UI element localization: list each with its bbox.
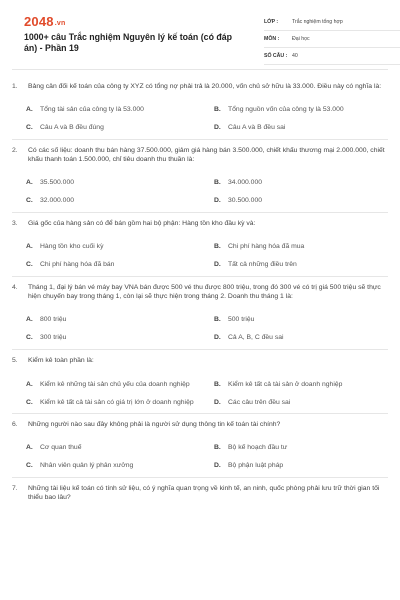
question-list [12, 76, 388, 508]
question-7 [12, 478, 388, 508]
option-text: Hàng tồn kho cuối kỳ [40, 243, 104, 250]
option-letter: A. [26, 243, 33, 250]
question-text: Bảng cân đối kế toán của công ty XYZ có tổng nợ phải trả là 20.000, vốn chủ sở hữu là 33.000. Điều này có nghĩa là: [28, 83, 382, 90]
meta-table [264, 14, 400, 65]
option-d[interactable] [214, 333, 388, 343]
option-letter: D. [214, 197, 221, 204]
option-text: 34.000.000 [228, 179, 263, 186]
option-text: 32.000.000 [40, 197, 75, 204]
option-letter: B. [214, 316, 221, 323]
question-6 [12, 414, 388, 478]
question-number: 7. [12, 485, 18, 492]
option-d[interactable] [214, 397, 388, 407]
question-2 [12, 140, 388, 213]
option-letter: A. [26, 179, 33, 186]
meta-key: LỚP : [264, 19, 279, 25]
question-text: Những tài liệu kế toán có tính sử liệu, có ý nghĩa quan trọng về kinh tế, an ninh, quốc phòng phải lưu trữ thời gian tối thiểu bao lâu? [28, 485, 380, 501]
option-c[interactable] [26, 397, 200, 407]
option-d[interactable] [214, 196, 388, 206]
option-c[interactable] [26, 196, 200, 206]
option-text: Chi phí hàng hóa đã mua [228, 243, 305, 250]
meta-value: Trắc nghiệm tổng hợp [292, 19, 343, 25]
option-letter: A. [26, 380, 33, 388]
option-b[interactable] [214, 443, 388, 453]
option-letter: C. [26, 462, 33, 469]
option-letter: D. [214, 462, 221, 469]
option-letter: C. [26, 261, 33, 268]
option-text: 800 triệu [40, 316, 67, 323]
option-a[interactable] [26, 379, 200, 389]
meta-row-count [264, 48, 400, 65]
option-letter: D. [214, 261, 221, 268]
option-letter: C. [26, 197, 33, 204]
option-b[interactable] [214, 242, 388, 252]
option-text: Các câu trên đều sai [228, 398, 291, 406]
option-text: Tất cả những điều trên [228, 261, 297, 268]
option-d[interactable] [214, 461, 388, 471]
option-a[interactable] [26, 242, 200, 252]
meta-value: Đại học [292, 36, 310, 42]
question-number: 1. [12, 83, 18, 90]
meta-key: MÔN : [264, 36, 280, 42]
option-d[interactable] [214, 123, 388, 133]
option-text: Chi phí hàng hóa đã bán [40, 261, 115, 268]
option-letter: A. [26, 444, 33, 451]
question-text: Kiểm kê toàn phần là: [28, 357, 94, 364]
meta-key: SỐ CÂU : [264, 53, 288, 59]
question-text: Giá gốc của hàng sản có để bán gồm hai bộ phận: Hàng tồn kho đầu kỳ và: [28, 220, 256, 227]
option-letter: D. [214, 398, 221, 406]
option-text: Cả A, B, C đều sai [228, 334, 284, 341]
option-text: Câu A và B đều sai [228, 124, 286, 131]
option-text: Kiểm kê tất cả tài sản có giá trị lớn ở doanh nghiệp [40, 398, 194, 406]
option-b[interactable] [214, 379, 388, 389]
question-3 [12, 213, 388, 277]
meta-row-subject [264, 31, 400, 48]
option-text: Bộ phận luật pháp [228, 462, 284, 469]
question-number: 4. [12, 284, 18, 291]
option-c[interactable] [26, 461, 200, 471]
option-letter: D. [214, 124, 221, 131]
option-c[interactable] [26, 333, 200, 343]
question-1 [12, 76, 388, 140]
option-c[interactable] [26, 123, 200, 133]
option-c[interactable] [26, 260, 200, 270]
option-text: Cơ quan thuế [40, 444, 82, 451]
option-b[interactable] [214, 178, 388, 188]
options [12, 443, 388, 471]
option-text: Kiểm kê những tài sản chủ yếu của doanh nghiệp [40, 380, 190, 388]
option-b[interactable] [214, 315, 388, 325]
options [12, 105, 388, 133]
option-letter: B. [214, 106, 221, 113]
question-number: 3. [12, 220, 18, 227]
option-letter: C. [26, 398, 33, 406]
site-logo[interactable] [24, 14, 65, 29]
logo-domain: .vn [54, 20, 66, 27]
option-d[interactable] [214, 260, 388, 270]
question-number: 6. [12, 421, 18, 428]
header [12, 0, 388, 70]
options [12, 315, 388, 343]
option-letter: A. [26, 316, 33, 323]
option-b[interactable] [214, 105, 388, 115]
options [12, 178, 388, 206]
option-letter: B. [214, 444, 221, 451]
option-letter: C. [26, 334, 33, 341]
option-letter: B. [214, 243, 221, 250]
option-text: 300 triệu [40, 334, 67, 341]
question-4 [12, 277, 388, 350]
option-letter: B. [214, 380, 221, 388]
option-letter: D. [214, 334, 221, 341]
option-text: 35.500.000 [40, 179, 75, 186]
option-letter: C. [26, 124, 33, 131]
option-text: 500 triệu [228, 316, 255, 323]
option-text: Tổng tài sản của công ty là 53.000 [40, 106, 144, 113]
options [12, 242, 388, 270]
option-a[interactable] [26, 315, 200, 325]
option-text: Nhân viên quản lý phân xưởng [40, 462, 134, 469]
option-text: Bộ kế hoạch đầu tư [228, 444, 288, 451]
question-text: Những người nào sau đây không phải là người sử dụng thông tin kế toán tài chính? [28, 421, 281, 428]
option-letter: B. [214, 179, 221, 186]
question-number: 2. [12, 147, 18, 154]
option-a[interactable] [26, 105, 200, 115]
question-5 [12, 350, 388, 414]
option-text: Kiểm kê tất cả tài sản ở doanh nghiệp [228, 380, 343, 388]
option-text: Tổng nguồn vốn của công ty là 53.000 [228, 106, 344, 113]
meta-row-class [264, 14, 400, 31]
logo-number: 2048 [24, 14, 54, 29]
option-text: 30.500.000 [228, 197, 263, 204]
meta-value: 40 [292, 53, 298, 59]
option-a[interactable] [26, 443, 200, 453]
option-letter: A. [26, 106, 33, 113]
question-text: Tháng 1, đại lý bán vé máy bay VNA bán được 500 vé thu được 800 triệu, trong đó 300 vé có trị giá 500 triệu sẽ thực hiện chuyến bay trong tháng 1, còn lại sẽ thực hiện trong tháng 2. Doanh thu tháng 1 là: [28, 284, 381, 300]
option-a[interactable] [26, 178, 200, 188]
options [12, 379, 388, 407]
question-text: Có các số liệu: doanh thu bán hàng 37.500.000, giảm giá hàng bán 3.500.000, chiết khấu thương mại 2.000.000, chiết khấu thanh toán 1.500.000, chỉ tiêu doanh thu thuần là: [28, 147, 385, 163]
page-title: 1000+ câu Trắc nghiệm Nguyên lý kế toán (có đáp án) - Phần 19 [24, 32, 233, 53]
option-text: Câu A và B đều đúng [40, 124, 104, 131]
question-number: 5. [12, 357, 18, 364]
